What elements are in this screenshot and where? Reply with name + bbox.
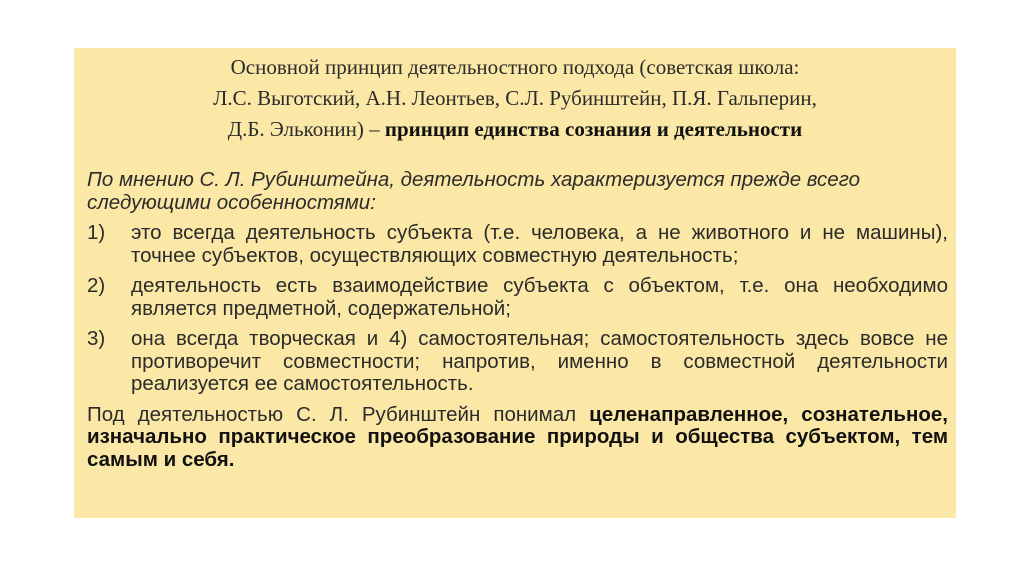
heading-line-3-normal: Д.Б. Эльконин) –: [227, 117, 385, 141]
list-item-text: она всегда творческая и 4) самостоятельная; самостоятельность здесь вовсе не противоречит совместности; напротив, именно в совместной деятельности реализуется ее самостоятельность.: [131, 327, 948, 395]
list-item: [82, 275, 948, 320]
heading-principle: принцип единства сознания и деятельности: [384, 117, 803, 141]
heading-line-1: Основной принцип деятельностного подхода (советская школа:: [230, 55, 800, 79]
list-item-text: это всегда деятельность субъекта (т.е. человека, а не животного и не машины), точнее субъектов, осуществляющих совместную деятельность;: [131, 221, 948, 267]
closing-paragraph: [87, 404, 948, 472]
closing-definition: целенаправленное, сознательное, изначально практическое преобразование природы и общества субъектом, тем самым и себя.: [87, 402, 948, 471]
body-text: [82, 169, 948, 471]
heading-line-2: Л.С. Выготский, А.Н. Леонтьев, С.Л. Рубинштейн, П.Я. Гальперин,: [213, 86, 817, 110]
content-panel: [74, 48, 956, 518]
features-list: [82, 222, 948, 396]
list-item-number: 2): [87, 274, 106, 297]
list-item: [82, 328, 948, 396]
list-item: [82, 222, 948, 267]
intro-paragraph: По мнению С. Л. Рубинштейна, деятельность характеризуется прежде всего следующими особенностями:: [87, 168, 860, 214]
list-item-number: 3): [87, 327, 106, 350]
heading-line-3: [82, 114, 948, 145]
list-item-text: деятельность есть взаимодействие субъекта с объектом, т.е. она необходимо является предметной, содержательной;: [131, 274, 948, 320]
closing-normal: Под деятельностью С. Л. Рубинштейн понимал: [87, 402, 590, 426]
heading: [82, 52, 948, 145]
list-item-number: 1): [87, 221, 106, 244]
